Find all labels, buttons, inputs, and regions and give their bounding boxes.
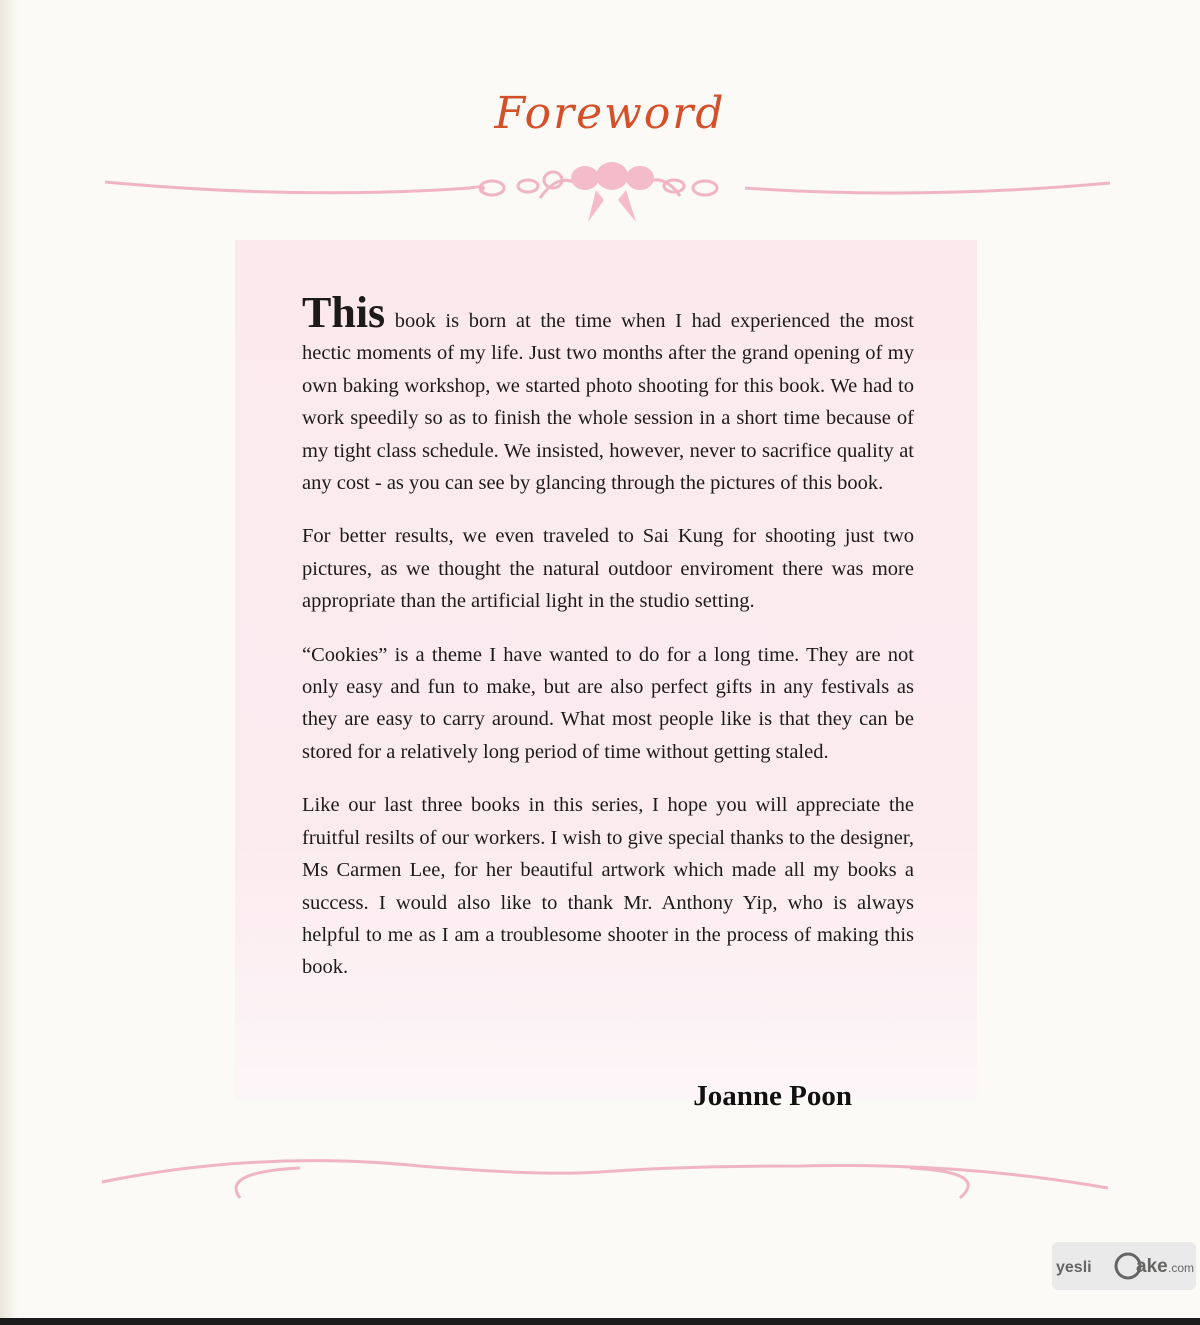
paragraph-2: For better results, we even traveled to Sai Kung for shooting just two pictures, as we thought the natural outdoor enviroment there was more appropriate than the artificial light in the studio setting.	[302, 525, 914, 613]
lead-word: This	[302, 288, 386, 337]
watermark-text-right: ake	[1136, 1256, 1168, 1277]
foreword-body	[302, 288, 914, 1005]
paragraph-4: Like our last three books in this series, I hope you will appreciate the fruitful resilts of our workers. I wish to give special thanks to the designer, Ms Carmen Lee, for her beautiful artwork which made all my books a success. I would also like to thank Mr. Anthony Yip, who is always helpful to me as I am a troublesome shooter in the process of making this book.	[302, 794, 914, 979]
signature: Joanne Poon	[693, 1080, 852, 1112]
paragraph-1-text: book is born at the time when I had experienced the most hectic moments of my life. Just two months after the grand opening of my own baking workshop, we started photo shooting for this book. We had to work speedily so as to finish the whole session in a short time because of my tight class schedule. We insisted, however, never to sacrifice quality at any cost - as you can see by glancing through the pictures of this book.	[302, 310, 914, 495]
watermark-text-left: yesli	[1056, 1259, 1092, 1276]
paragraph-3: “Cookies” is a theme I have wanted to do for a long time. They are not only easy and fun to make, but are also perfect gifts in any festivals as they are easy to carry around. What most people like is that they can be stored for a relatively long period of time without getting staled.	[302, 643, 914, 763]
bow-ornament	[571, 162, 654, 222]
bottom-flourish-ornament	[102, 1161, 1108, 1198]
page-title: Foreword	[494, 88, 726, 139]
page-bottom-edge	[0, 1318, 1200, 1325]
watermark-domain: .com	[1168, 1261, 1195, 1275]
watermark-logo	[1052, 1242, 1196, 1290]
paragraph-1	[302, 288, 914, 499]
